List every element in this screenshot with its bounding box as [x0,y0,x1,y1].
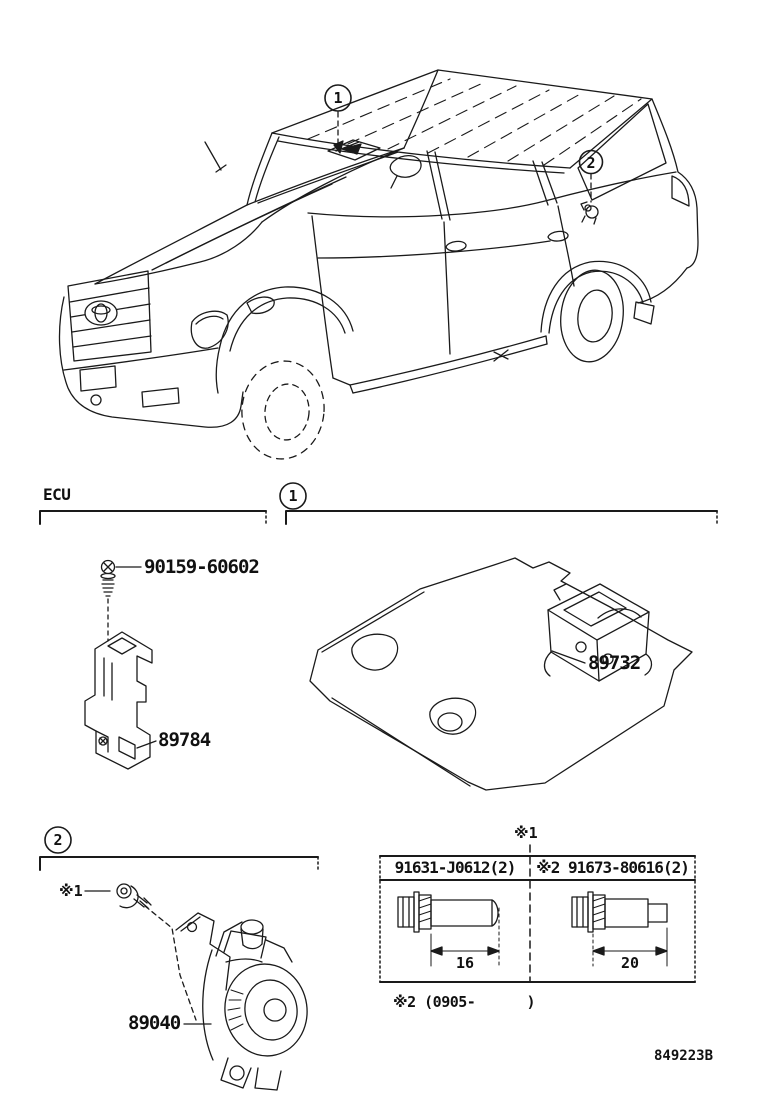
vehicle-illustration [59,70,698,463]
bolt-table-header-2[interactable]: ※2 91673-80616(2) [536,858,689,877]
horn-illustration [85,884,313,1090]
bolt-16-dimension: 16 [455,954,475,972]
callout-1-number-section[interactable]: 1 [288,487,298,505]
screw-illustration [101,561,141,642]
callout-2-number-vehicle[interactable]: 2 [586,154,596,172]
part-number-ecu-bracket[interactable]: 89784 [158,729,211,751]
callout-leaders [334,112,591,202]
part-number-horn[interactable]: 89040 [128,1012,181,1034]
bolt-20-dimension: 20 [620,954,640,972]
diagram-code: 849223B [654,1048,714,1064]
leader-ecu-bracket [137,741,156,748]
bolt-table-header-1[interactable]: 91631-J0612(2) [394,858,516,877]
ref1-label-horn: ※1 [59,882,83,900]
grille [68,271,151,361]
horn-location-on-vehicle [581,202,598,224]
section-brackets [40,511,717,870]
part-number-screw[interactable]: 90159-60602 [144,556,259,578]
part-number-transmitter[interactable]: 89732 [588,652,641,674]
ref2-note: ※2 (0905- ) [393,993,536,1011]
roof-console-illustration [310,558,692,790]
callout-1-number-vehicle[interactable]: 1 [333,89,343,107]
callout-2-number-section[interactable]: 2 [53,831,63,849]
ref1-label-table: ※1 [514,824,538,842]
leader-transmitter [552,651,585,663]
ecu-bracket-illustration [85,632,156,769]
ecu-section-label: ECU [43,485,71,504]
antenna [205,142,221,170]
